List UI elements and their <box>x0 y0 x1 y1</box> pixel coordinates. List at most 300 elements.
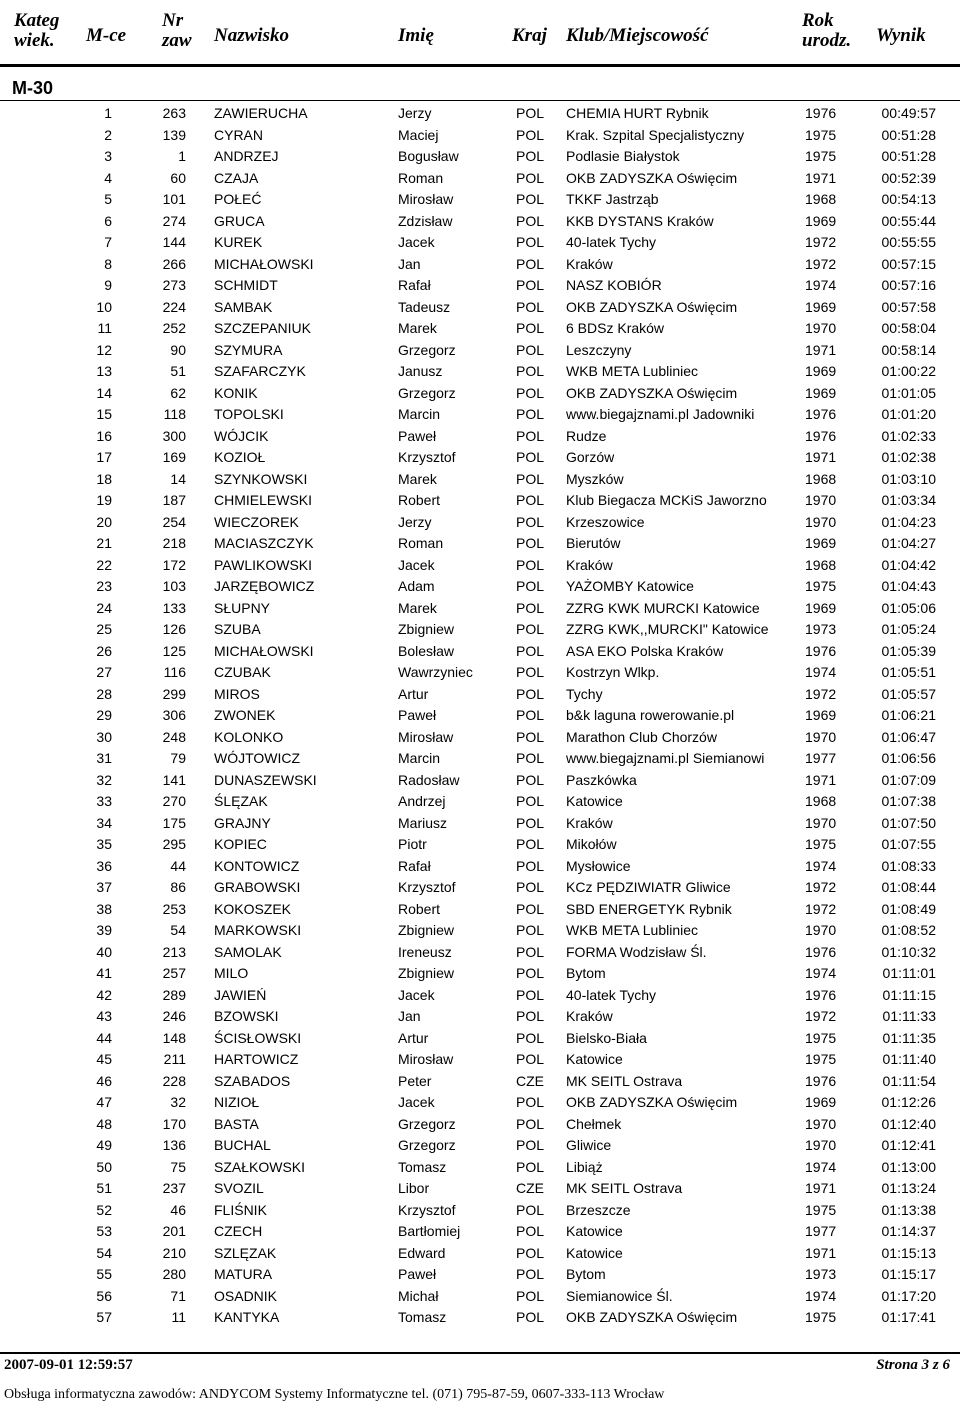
place-cell: 40 <box>96 943 112 960</box>
bib-cell: 141 <box>162 771 186 788</box>
birth-year-cell: 1972 <box>805 255 837 272</box>
first-name-cell: Robert <box>398 492 441 508</box>
surname-cell: SCHMIDT <box>214 277 278 293</box>
country-cell: POL <box>516 1201 545 1218</box>
country-cell: POL <box>516 1115 545 1132</box>
country-cell: CZE <box>516 1072 544 1089</box>
club-cell: Siemianowice Śl. <box>566 1287 673 1304</box>
result-cell: 01:00:22 <box>881 363 936 379</box>
country-cell: POL <box>516 922 545 938</box>
surname-cell: KOLONKO <box>214 728 284 745</box>
table-row <box>0 275 960 297</box>
surname-cell: KOPIEC <box>214 836 267 852</box>
bib-cell: 224 <box>162 298 186 315</box>
country-cell: POL <box>516 234 545 250</box>
header-first-name: Imię <box>398 25 434 46</box>
country-cell: POL <box>516 728 545 745</box>
club-cell: Katowice <box>566 1051 623 1067</box>
club-cell: Bytom <box>566 1266 606 1282</box>
first-name-cell: Peter <box>398 1072 432 1089</box>
result-cell: 00:58:04 <box>881 320 936 336</box>
birth-year-cell: 1970 <box>805 320 837 336</box>
place-cell: 21 <box>96 535 112 551</box>
bib-cell: 46 <box>170 1201 186 1218</box>
club-cell: ZZRG KWK,,MURCKI" Katowice <box>566 621 769 637</box>
place-cell: 17 <box>96 449 112 465</box>
country-cell: POL <box>516 277 545 293</box>
table-row <box>0 103 960 125</box>
club-cell: 40-latek Tychy <box>566 986 657 1003</box>
category-divider <box>0 100 960 101</box>
birth-year-cell: 1976 <box>805 986 837 1003</box>
table-row <box>0 920 960 942</box>
place-cell: 28 <box>96 685 112 702</box>
birth-year-cell: 1974 <box>805 277 837 293</box>
bib-cell: 44 <box>170 857 186 874</box>
table-row <box>0 1286 960 1308</box>
place-cell: 55 <box>96 1266 112 1282</box>
country-cell: POL <box>516 1158 545 1175</box>
surname-cell: JARZĘBOWICZ <box>214 578 315 594</box>
first-name-cell: Marcin <box>398 750 441 766</box>
table-row <box>0 512 960 534</box>
club-cell: Tychy <box>566 685 603 702</box>
first-name-cell: Janusz <box>398 363 443 379</box>
result-cell: 01:13:38 <box>881 1201 936 1218</box>
first-name-cell: Andrzej <box>398 793 446 809</box>
result-cell: 01:14:37 <box>881 1223 936 1239</box>
place-cell: 26 <box>96 642 112 659</box>
country-cell: POL <box>516 900 545 917</box>
club-cell: Bytom <box>566 965 606 981</box>
bib-cell: 254 <box>162 513 186 530</box>
surname-cell: KOZIOŁ <box>214 449 266 465</box>
result-cell: 01:05:51 <box>881 664 936 680</box>
first-name-cell: Paweł <box>398 707 437 723</box>
first-name-cell: Marcin <box>398 406 441 422</box>
club-cell: www.biegajznami.pl Jadowniki <box>566 406 755 422</box>
first-name-cell: Paweł <box>398 427 437 444</box>
birth-year-cell: 1972 <box>805 234 837 250</box>
club-cell: OKB ZADYSZKA Oświęcim <box>566 298 738 315</box>
birth-year-cell: 1977 <box>805 750 837 766</box>
country-cell: POL <box>516 148 545 164</box>
surname-cell: JAWIEŃ <box>214 986 267 1003</box>
place-cell: 14 <box>96 384 112 401</box>
place-cell: 4 <box>104 169 112 186</box>
bib-cell: 172 <box>162 556 186 573</box>
table-row <box>0 361 960 383</box>
surname-cell: SZLĘZAK <box>214 1244 277 1261</box>
birth-year-cell: 1969 <box>805 535 837 551</box>
bib-cell: 187 <box>162 492 186 508</box>
table-row <box>0 383 960 405</box>
first-name-cell: Mirosław <box>398 191 454 207</box>
place-cell: 1 <box>104 105 112 121</box>
table-row <box>0 1028 960 1050</box>
result-cell: 01:07:38 <box>881 793 936 809</box>
surname-cell: GRUCA <box>214 212 265 229</box>
surname-cell: SAMBAK <box>214 298 273 315</box>
result-cell: 01:12:26 <box>881 1094 936 1110</box>
country-cell: POL <box>516 664 545 680</box>
birth-year-cell: 1973 <box>805 621 837 637</box>
category-label: M-30 <box>12 78 54 98</box>
place-cell: 12 <box>96 341 112 358</box>
bib-cell: 62 <box>170 384 186 401</box>
bib-cell: 273 <box>162 277 186 293</box>
birth-year-cell: 1974 <box>805 1158 837 1175</box>
birth-year-cell: 1971 <box>805 169 837 186</box>
table-row <box>0 404 960 426</box>
bib-cell: 126 <box>162 621 186 637</box>
result-cell: 00:51:28 <box>881 148 936 164</box>
result-cell: 01:11:15 <box>882 986 936 1003</box>
table-row <box>0 146 960 168</box>
first-name-cell: Jan <box>398 1008 421 1024</box>
bib-cell: 253 <box>162 900 186 917</box>
birth-year-cell: 1970 <box>805 513 837 530</box>
place-cell: 19 <box>96 492 112 508</box>
surname-cell: TOPOLSKI <box>214 406 284 422</box>
country-cell: POL <box>516 1008 545 1024</box>
bib-cell: 148 <box>162 1029 186 1046</box>
bib-cell: 201 <box>162 1223 186 1239</box>
club-cell: OKB ZADYSZKA Oświęcim <box>566 169 738 186</box>
bib-cell: 248 <box>162 728 186 745</box>
bib-cell: 257 <box>162 965 186 981</box>
birth-year-cell: 1970 <box>805 492 837 508</box>
table-row <box>0 168 960 190</box>
birth-year-cell: 1975 <box>805 578 837 594</box>
table-row <box>0 1114 960 1136</box>
first-name-cell: Tomasz <box>398 1309 447 1325</box>
bib-cell: 237 <box>162 1180 186 1196</box>
club-cell: Marathon Club Chorzów <box>566 728 717 745</box>
first-name-cell: Zbigniew <box>398 922 455 938</box>
bib-cell: 280 <box>162 1266 186 1282</box>
club-cell: Katowice <box>566 793 623 809</box>
first-name-cell: Artur <box>398 685 429 702</box>
club-cell: Kraków <box>566 556 613 573</box>
club-cell: OKB ZADYSZKA Oświęcim <box>566 384 738 401</box>
place-cell: 23 <box>96 578 112 594</box>
club-cell: Brzeszcze <box>566 1201 631 1218</box>
surname-cell: SZUBA <box>214 621 261 637</box>
footer-service-info: Obsługa informatyczna zawodów: ANDYCOM Systemy Informatyczne tel. (071) 795-87-59, 0607-333-113 Wrocław <box>4 1387 665 1402</box>
place-cell: 7 <box>104 234 112 250</box>
country-cell: POL <box>516 255 545 272</box>
surname-cell: SŁUPNY <box>214 599 271 616</box>
country-cell: POL <box>516 1266 545 1282</box>
country-cell: POL <box>516 943 545 960</box>
bib-cell: 14 <box>170 470 186 487</box>
result-cell: 00:57:16 <box>881 277 936 293</box>
birth-year-cell: 1975 <box>805 1029 837 1046</box>
bib-cell: 71 <box>170 1287 186 1304</box>
bib-cell: 139 <box>162 126 186 143</box>
club-cell: FORMA Wodzisław Śl. <box>566 943 707 960</box>
bib-cell: 170 <box>162 1115 186 1132</box>
place-cell: 54 <box>96 1244 112 1261</box>
result-cell: 01:08:44 <box>881 879 936 895</box>
table-row <box>0 641 960 663</box>
header-country: Kraj <box>512 25 547 46</box>
bib-cell: 263 <box>162 105 186 121</box>
surname-cell: KOKOSZEK <box>214 900 292 917</box>
bib-cell: 103 <box>162 578 186 594</box>
surname-cell: ŚCISŁOWSKI <box>214 1029 302 1046</box>
first-name-cell: Marek <box>398 320 437 336</box>
country-cell: POL <box>516 857 545 874</box>
result-cell: 01:08:52 <box>881 922 936 938</box>
table-row <box>0 813 960 835</box>
club-cell: Bierutów <box>566 535 621 551</box>
first-name-cell: Jacek <box>398 986 435 1003</box>
first-name-cell: Adam <box>398 578 435 594</box>
birth-year-cell: 1971 <box>805 1244 837 1261</box>
birth-year-cell: 1976 <box>805 427 837 444</box>
bib-cell: 101 <box>162 191 186 207</box>
country-cell: POL <box>516 1094 545 1110</box>
place-cell: 6 <box>104 212 112 229</box>
place-cell: 9 <box>104 277 112 293</box>
first-name-cell: Rafał <box>398 277 431 293</box>
club-cell: TKKF Jastrząb <box>566 191 659 207</box>
bib-cell: 1 <box>178 148 186 164</box>
result-cell: 00:57:58 <box>881 298 936 315</box>
surname-cell: SVOZIL <box>214 1180 264 1196</box>
footer-page-number: Strona 3 z 6 <box>876 1357 950 1373</box>
first-name-cell: Mirosław <box>398 728 454 745</box>
result-cell: 01:12:41 <box>881 1137 936 1153</box>
club-cell: ZZRG KWK MURCKI Katowice <box>566 599 760 616</box>
surname-cell: CZUBAK <box>214 664 271 680</box>
place-cell: 33 <box>96 793 112 809</box>
table-row <box>0 791 960 813</box>
table-row <box>0 856 960 878</box>
bib-cell: 252 <box>162 320 186 336</box>
birth-year-cell: 1970 <box>805 1137 837 1153</box>
surname-cell: CYRAN <box>214 126 264 143</box>
club-cell: 40-latek Tychy <box>566 234 657 250</box>
first-name-cell: Bogusław <box>398 148 459 164</box>
place-cell: 27 <box>96 664 112 680</box>
place-cell: 42 <box>96 986 112 1003</box>
birth-year-cell: 1975 <box>805 836 837 852</box>
table-row <box>0 770 960 792</box>
first-name-cell: Libor <box>398 1180 430 1196</box>
surname-cell: FLIŚNIK <box>214 1201 267 1218</box>
header-birth-year: Rok urodz. <box>802 10 852 51</box>
table-row <box>0 447 960 469</box>
country-cell: POL <box>516 449 545 465</box>
club-cell: Paszkówka <box>566 771 637 788</box>
club-cell: www.biegajznami.pl Siemianowi <box>566 750 765 766</box>
table-row <box>0 1243 960 1265</box>
table-row <box>0 340 960 362</box>
bib-cell: 218 <box>162 535 186 551</box>
country-cell: POL <box>516 578 545 594</box>
place-cell: 45 <box>96 1051 112 1067</box>
birth-year-cell: 1970 <box>805 728 837 745</box>
first-name-cell: Marek <box>398 470 437 487</box>
birth-year-cell: 1974 <box>805 965 837 981</box>
place-cell: 32 <box>96 771 112 788</box>
table-row <box>0 232 960 254</box>
surname-cell: SZAFARCZYK <box>214 363 306 379</box>
place-cell: 41 <box>96 965 112 981</box>
birth-year-cell: 1968 <box>805 793 837 809</box>
bib-cell: 169 <box>162 449 186 465</box>
table-row <box>0 533 960 555</box>
result-cell: 01:07:09 <box>881 771 936 788</box>
country-cell: POL <box>516 384 545 401</box>
country-cell: POL <box>516 986 545 1003</box>
country-cell: POL <box>516 836 545 852</box>
surname-cell: BUCHAL <box>214 1137 271 1153</box>
place-cell: 56 <box>96 1287 112 1304</box>
bib-cell: 300 <box>162 427 186 444</box>
club-cell: Chełmek <box>566 1115 622 1132</box>
place-cell: 31 <box>96 750 112 766</box>
birth-year-cell: 1974 <box>805 664 837 680</box>
country-cell: POL <box>516 642 545 659</box>
result-cell: 01:11:01 <box>882 965 936 981</box>
first-name-cell: Grzegorz <box>398 1115 456 1132</box>
header-rule <box>0 64 960 67</box>
birth-year-cell: 1976 <box>805 105 837 121</box>
place-cell: 50 <box>96 1158 112 1175</box>
club-cell: MK SEITL Ostrava <box>566 1180 683 1196</box>
club-cell: Kraków <box>566 255 613 272</box>
table-row <box>0 1092 960 1114</box>
place-cell: 10 <box>96 298 112 315</box>
country-cell: POL <box>516 1137 545 1153</box>
first-name-cell: Michał <box>398 1287 439 1304</box>
surname-cell: DUNASZEWSKI <box>214 771 317 788</box>
first-name-cell: Piotr <box>398 836 427 852</box>
place-cell: 53 <box>96 1223 112 1239</box>
bib-cell: 51 <box>170 363 186 379</box>
first-name-cell: Bolesław <box>398 642 455 659</box>
club-cell: KKB DYSTANS Kraków <box>566 212 714 229</box>
birth-year-cell: 1973 <box>805 1266 837 1282</box>
bib-cell: 213 <box>162 943 186 960</box>
surname-cell: MARKOWSKI <box>214 922 302 938</box>
club-cell: OKB ZADYSZKA Oświęcim <box>566 1094 738 1110</box>
bib-cell: 86 <box>170 879 186 895</box>
bib-cell: 210 <box>162 1244 186 1261</box>
club-cell: Krzeszowice <box>566 513 645 530</box>
club-cell: Katowice <box>566 1244 623 1261</box>
result-cell: 01:02:33 <box>881 427 936 444</box>
country-cell: POL <box>516 212 545 229</box>
first-name-cell: Robert <box>398 900 441 917</box>
club-cell: KCz PĘDZIWIATR Gliwice <box>566 879 731 895</box>
country-cell: POL <box>516 406 545 422</box>
first-name-cell: Krzysztof <box>398 449 456 465</box>
club-cell: ASA EKO Polska Kraków <box>566 642 724 659</box>
surname-cell: POŁEĆ <box>214 191 262 207</box>
place-cell: 13 <box>96 363 112 379</box>
place-cell: 29 <box>96 707 112 723</box>
surname-cell: SZYMURA <box>214 341 283 358</box>
country-cell: POL <box>516 191 545 207</box>
country-cell: POL <box>516 1244 545 1261</box>
country-cell: POL <box>516 1051 545 1067</box>
club-cell: Klub Biegacza MCKiS Jaworzno <box>566 492 767 508</box>
club-cell: Podlasie Białystok <box>566 148 680 164</box>
header-bib: Nr zaw <box>162 10 192 51</box>
place-cell: 43 <box>96 1008 112 1024</box>
place-cell: 46 <box>96 1072 112 1089</box>
country-cell: POL <box>516 1287 545 1304</box>
bib-cell: 90 <box>170 341 186 358</box>
surname-cell: HARTOWICZ <box>214 1051 299 1067</box>
bib-cell: 118 <box>163 406 186 422</box>
table-row <box>0 1006 960 1028</box>
footer-rule <box>0 1352 960 1354</box>
bib-cell: 133 <box>162 599 186 616</box>
table-row <box>0 899 960 921</box>
surname-cell: SZCZEPANIUK <box>214 320 311 336</box>
birth-year-cell: 1977 <box>805 1223 837 1239</box>
table-header <box>0 0 960 64</box>
place-cell: 47 <box>96 1094 112 1110</box>
surname-cell: GRABOWSKI <box>214 879 301 895</box>
bib-cell: 266 <box>162 255 186 272</box>
result-cell: 01:02:38 <box>881 449 936 465</box>
club-cell: Leszczyny <box>566 341 632 358</box>
place-cell: 35 <box>96 836 112 852</box>
result-cell: 01:06:47 <box>881 728 936 745</box>
surname-cell: CZAJA <box>214 169 259 186</box>
table-row <box>0 1071 960 1093</box>
result-cell: 01:05:06 <box>881 599 936 616</box>
table-row <box>0 189 960 211</box>
country-cell: POL <box>516 470 545 487</box>
result-cell: 01:04:42 <box>881 556 936 573</box>
club-cell: Bielsko-Biała <box>566 1029 647 1046</box>
table-row <box>0 619 960 641</box>
first-name-cell: Zbigniew <box>398 965 455 981</box>
first-name-cell: Radosław <box>398 771 460 788</box>
result-cell: 00:57:15 <box>881 255 936 272</box>
country-cell: POL <box>516 556 545 573</box>
result-cell: 00:52:39 <box>881 169 936 186</box>
club-cell: 6 BDSz Kraków <box>566 320 665 336</box>
bib-cell: 274 <box>162 212 186 229</box>
result-cell: 01:15:17 <box>881 1266 936 1282</box>
birth-year-cell: 1974 <box>805 857 837 874</box>
surname-cell: MICHAŁOWSKI <box>214 642 314 659</box>
place-cell: 57 <box>96 1309 112 1325</box>
result-cell: 01:07:55 <box>881 836 936 852</box>
result-cell: 00:55:55 <box>881 234 936 250</box>
birth-year-cell: 1972 <box>805 685 837 702</box>
country-cell: POL <box>516 621 545 637</box>
table-row <box>0 963 960 985</box>
table-row <box>0 1135 960 1157</box>
header-place: M-ce <box>86 25 127 46</box>
club-cell: YAŻOMBY Katowice <box>566 578 694 594</box>
birth-year-cell: 1972 <box>805 879 837 895</box>
bib-cell: 32 <box>170 1094 186 1110</box>
bib-cell: 116 <box>163 664 186 680</box>
birth-year-cell: 1969 <box>805 707 837 723</box>
result-cell: 01:13:24 <box>881 1180 936 1196</box>
